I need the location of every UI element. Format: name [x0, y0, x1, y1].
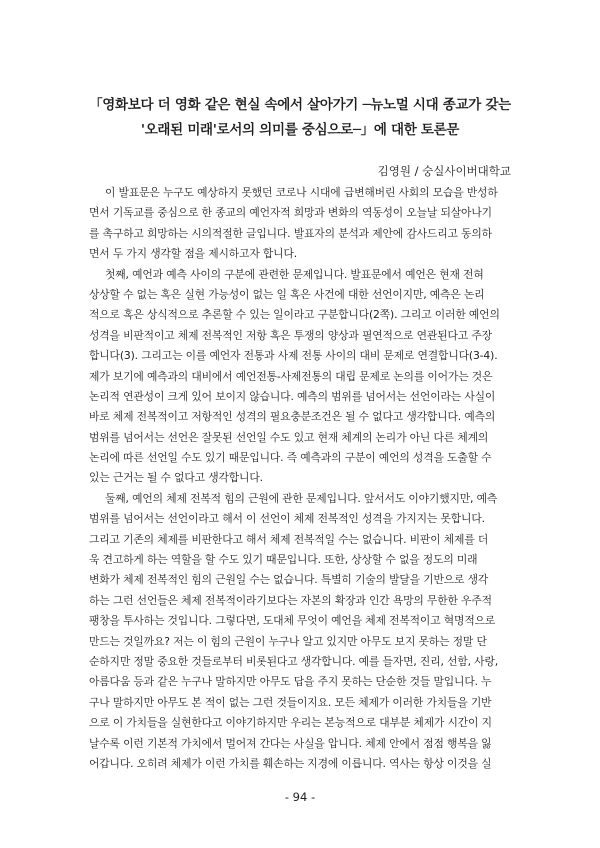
paragraph-line: 범위를 넘어서는 선언은 잘못된 선언일 수도 있고 현재 체계의 논리가 아닌 다른 체계의: [89, 430, 489, 444]
paragraph-first-line: 둘째, 예언의 체제 전복적 힘의 근원에 관한 문제입니다. 앞서서도 이야기했지만, 예측: [105, 491, 498, 505]
paragraph-first-line: 첫째, 예언과 예측 사이의 구분에 관련한 문제입니다. 발표문에서 예언은 현재 전혀: [105, 267, 484, 281]
paragraph-line: 제가 보기에 예측과의 대비에서 예언전통-사제전통의 대립 문제로 논의를 이어가는 것은: [89, 369, 493, 383]
paragraph-first-line: 이 발표문은 누구도 예상하지 못했던 코로나 시대에 급변해버린 사회의 모습을 반성하: [105, 186, 498, 199]
paragraph-line: 적으로 혹은 상식적으로 추론할 수 있는 일이라고 구분합니다(2쪽). 그리고 이러한 예언의: [89, 308, 500, 322]
title-line-1: 「영화보다 더 영화 같은 현실 속에서 살아가기 ─뉴노멀 시대 종교가 갖는: [89, 97, 511, 113]
paragraph-line: 순하지만 정말 중요한 것들로부터 비롯된다고 생각합니다. 예를 들자면, 진리, 선함, 사랑,: [89, 654, 499, 668]
paragraph-line: 팽창을 투사하는 것입니다. 그렇다면, 도대체 무엇이 예언을 체제 전복적이고 혁명적으로: [89, 614, 496, 628]
paragraph-line: 논리적 연관성이 크게 있어 보이지 않습니다. 예측의 범위를 넘어서는 선언이라는 사실이: [89, 389, 496, 403]
paragraph-line: 아름다움 등과 같은 누구나 말하지만 아무도 답을 주지 못하는 단순한 것들 말입니다. 누: [89, 675, 492, 689]
paragraph-line: 면서 기독교를 중심으로 한 종교의 예언자적 희망과 변화의 역동성이 오늘날 되살아나기: [89, 206, 492, 220]
paragraph-line: 바로 체제 전복적이고 저항적인 성격의 필요충분조건은 될 수 없다고 생각합니다. 예측의: [89, 410, 496, 424]
paragraph-line: 그리고 기존의 체제를 비판한다고 해서 체제 전복적일 수는 없습니다. 비판이 체제를 더: [89, 532, 489, 546]
document-body: [89, 183, 512, 774]
paragraph-line: 구나 말하지만 아무도 본 적이 없는 그런 것들이지요. 모든 체제가 이러한 가치들을 기반: [89, 695, 492, 709]
title-line-2: '오래된 미래'로서의 의미를 중심으로─」에 대한 토론문: [140, 122, 460, 138]
author-affiliation: 김영원 / 숭실사이버대학교: [377, 164, 511, 178]
paragraph-line: 변화가 체제 전복적인 힘의 근원일 수는 없습니다. 특별히 기술의 발달을 기반으로 생각: [89, 573, 489, 587]
paragraph-line: 합니다(3). 그리고는 이를 예언자 전통과 사제 전통 사이의 대비 문제로 연결합니다(3-4).: [89, 349, 498, 363]
paragraph-line: 면서 두 가지 생각할 점을 제시하고자 합니다.: [89, 247, 298, 261]
paragraph-line: 있는 근거는 될 수 없다고 생각합니다.: [89, 471, 263, 485]
paragraph-line: 욱 견고하게 하는 역할을 할 수도 있기 때문입니다. 또한, 상상할 수 없을 정도의 미래: [89, 553, 478, 567]
paragraph-line: 날수록 이런 기본적 가치에서 멀어져 간다는 사실을 압니다. 체제 안에서 점점 행복을 잃: [89, 736, 492, 750]
paragraph-line: 를 촉구하고 희망하는 시의적절한 글입니다. 발표자의 분석과 제안에 감사드리고 동의하: [89, 226, 492, 240]
paragraph-line: 만드는 것일까요? 저는 이 힘의 근원이 누구나 알고 있지만 아무도 보지 못하는 정말 단: [89, 634, 487, 648]
paragraph-line: 어갑니다. 오히려 체제가 이런 가치를 훼손하는 지경에 이릅니다. 역사는 항상 이것을 실: [89, 756, 492, 770]
paragraph-line: 범위를 넘어서는 선언이라고 해서 이 선언이 체제 전복적인 성격을 가지지는 못합니다.: [89, 512, 485, 526]
paragraph-line: 논리에 따른 선언일 수도 있기 때문입니다. 즉 예측과의 구분이 예언의 성격을 도출할 수: [89, 451, 492, 465]
page-number: - 94 -: [284, 790, 316, 804]
paragraph-line: 성격을 비판적이고 체제 전복적인 저항 혹은 투쟁의 양상과 필연적으로 연관된다고 주장: [89, 328, 492, 342]
paragraph-line: 으로 이 가치들을 실현한다고 이야기하지만 우리는 본능적으로 대부분 체제가 시간이 지: [89, 716, 492, 730]
paragraph-line: 하는 그런 선언들은 체제 전복적이라기보다는 자본의 확장과 인간 욕망의 무한한 우주적: [89, 593, 492, 607]
paragraph-line: 상상할 수 없는 혹은 실현 가능성이 없는 일 혹은 사건에 대한 선언이지만, 예측은 논리: [89, 287, 485, 301]
